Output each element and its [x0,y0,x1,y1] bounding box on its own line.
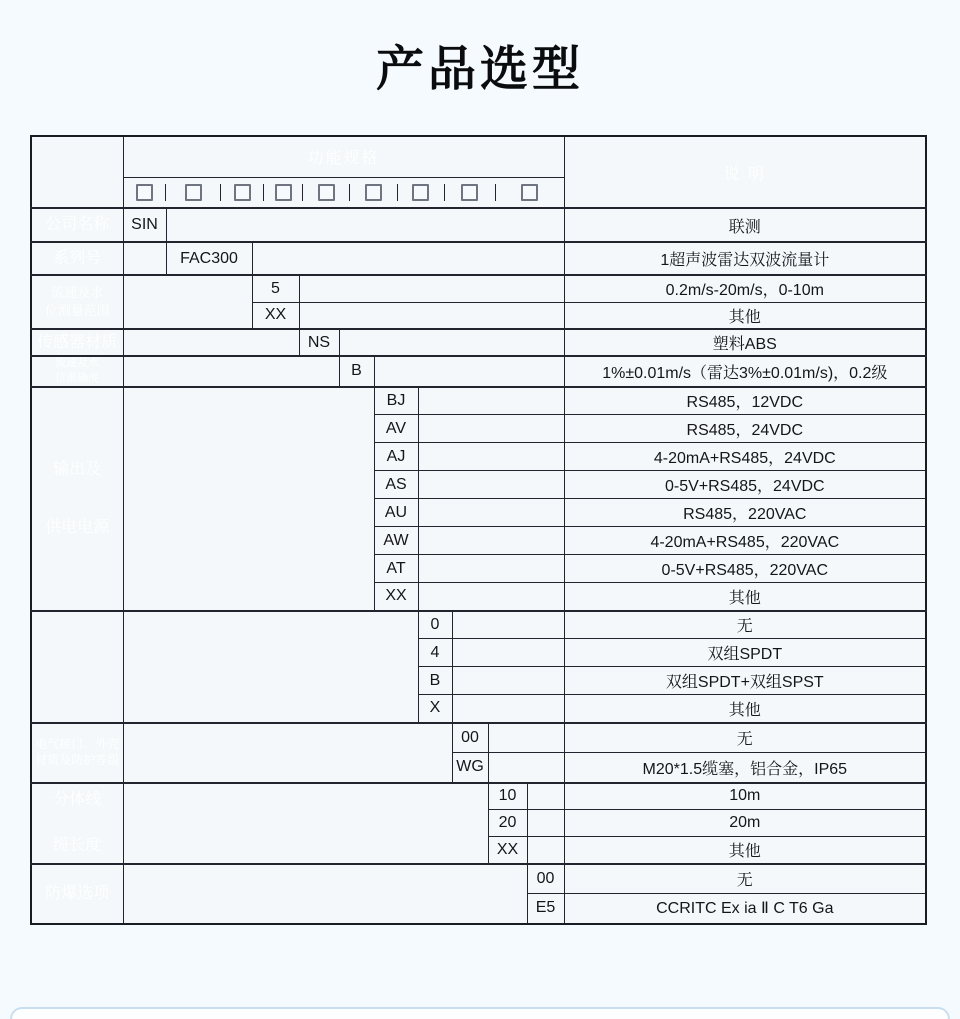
description-cell: 1超声波雷达双波流量计 [564,242,926,275]
checkbox-cell[interactable] [221,184,264,201]
group-label [31,723,123,783]
table-row [31,387,926,415]
checkbox-cell[interactable] [264,184,303,201]
filler-cell [123,723,452,783]
description-cell: 其他 [564,583,926,611]
filler-cell [418,527,564,555]
description-cell: RS485，24VDC [564,415,926,443]
group-label-line: 材质及防护等级 [35,753,120,767]
code-cell: XX [252,302,299,329]
table-row [31,242,926,275]
code-cell: XX [374,583,418,611]
description-cell: 4-20mA+RS485，220VAC [564,527,926,555]
code-cell: AJ [374,443,418,471]
group-label-line: 位测量范围 [44,302,110,318]
filler-cell [374,356,564,387]
group-label-line: 流速及水 [55,357,100,369]
code-cell: WG [452,753,488,783]
code-cell: BJ [374,387,418,415]
description-cell: 其他 [564,695,926,723]
checkbox-row-cell [123,177,564,208]
group-label-line: 缆长度 [53,837,102,854]
group-label [31,387,123,611]
code-cell: XX [488,837,527,864]
filler-cell [527,810,564,837]
checkbox-icon[interactable] [521,184,538,201]
checkbox-icon[interactable] [412,184,429,201]
filler-cell [418,415,564,443]
filler-cell [452,667,564,695]
filler-cell [123,864,527,924]
filler-cell [299,275,564,302]
table-row [31,356,926,387]
description-cell: 无 [564,611,926,639]
filler-cell [123,275,252,329]
description-cell: 10m [564,783,926,810]
description-cell: M20*1.5缆塞，铝合金，IP65 [564,753,926,783]
code-cell: AU [374,499,418,527]
code-cell: AW [374,527,418,555]
checkbox-icon[interactable] [136,184,153,201]
group-label-line: 输出及 [53,460,102,478]
filler-cell [252,242,564,275]
product-selection-table [30,135,927,925]
checkbox-icon[interactable] [461,184,478,201]
group-label [31,783,123,864]
group-label [31,275,123,329]
checkbox-icon[interactable] [318,184,335,201]
checkbox-icon[interactable] [234,184,251,201]
table-row [31,723,926,753]
filler-cell [123,611,418,723]
description-cell: 0-5V+RS485，220VAC [564,555,926,583]
next-section-edge [10,1007,950,1019]
page-title: 产品选型 [375,43,584,96]
code-cell: 00 [527,864,564,894]
code-cell: 0 [418,611,452,639]
description-cell: 无 [564,864,926,894]
filler-cell [418,387,564,415]
description-cell: RS485，12VDC [564,387,926,415]
group-label-line: 供电电源 [45,518,110,536]
description-cell: 无 [564,723,926,753]
filler-cell [452,611,564,639]
description-cell: 双组SPDT+双组SPST [564,667,926,695]
checkbox-cell[interactable] [303,184,350,201]
filler-cell [418,443,564,471]
filler-cell [123,329,299,356]
group-label [31,611,123,723]
code-cell: X [418,695,452,723]
group-label-line: 电气接口、外壳 [35,737,120,751]
table-header-row [31,136,926,177]
filler-cell [418,499,564,527]
group-label-line: 分体线 [53,791,102,808]
filler-cell [488,753,564,783]
group-label [31,864,123,924]
group-label-line: 传感器材质 [37,333,118,351]
filler-cell [452,639,564,667]
filler-cell [123,387,374,611]
filler-cell [418,583,564,611]
group-label-line: 位准确度 [55,371,100,384]
filler-cell [123,356,339,387]
description-cell: RS485，220VAC [564,499,926,527]
code-cell: AV [374,415,418,443]
checkbox-cell[interactable] [445,184,496,201]
description-cell: 塑料ABS [564,329,926,356]
description-cell: 其他 [564,302,926,329]
filler-cell [527,783,564,810]
code-cell: 20 [488,810,527,837]
code-cell: FAC300 [166,242,252,275]
description-cell: 双组SPDT [564,639,926,667]
code-cell: E5 [527,894,564,924]
checkbox-cell[interactable] [350,184,398,201]
checkbox-cell[interactable] [496,184,564,201]
table-row [31,783,926,810]
code-cell: 10 [488,783,527,810]
filler-cell [339,329,564,356]
description-cell: 0-5V+RS485，24VDC [564,471,926,499]
group-label [31,242,123,275]
table-row [31,329,926,356]
checkbox-icon[interactable] [185,184,202,201]
group-label [31,356,123,387]
table-row [31,611,926,639]
description-cell: 1%±0.01m/s（雷达3%±0.01m/s)，0.2级 [564,356,926,387]
filler-cell [452,695,564,723]
description-cell: 0.2m/s-20m/s，0-10m [564,275,926,302]
code-cell: 5 [252,275,299,302]
filler-cell [418,471,564,499]
checkbox-cell[interactable] [398,184,445,201]
group-label [31,329,123,356]
filler-cell [527,837,564,864]
checkbox-icon[interactable] [365,184,382,201]
code-cell: AT [374,555,418,583]
code-cell: SIN [123,208,166,242]
table-row [31,864,926,894]
function-spec-header: 功能规格 [123,136,564,177]
code-cell: B [418,667,452,695]
code-cell: 00 [452,723,488,753]
group-label-line: 公司名称 [45,216,110,233]
filler-cell [299,302,564,329]
checkbox-cell[interactable] [124,184,167,201]
filler-cell [166,208,564,242]
group-label-line: 防爆选项 [45,884,110,902]
group-label-line: 系列号 [53,249,102,267]
checkbox-cell[interactable] [166,184,221,201]
code-cell: NS [299,329,339,356]
code-cell: 4 [418,639,452,667]
filler-cell [488,723,564,753]
checkbox-icon[interactable] [275,184,292,201]
filler-cell [123,783,488,864]
corner-cell [31,136,123,208]
code-cell: AS [374,471,418,499]
table-row [31,208,926,242]
group-label [31,208,123,242]
description-cell: CCRITC Ex ia Ⅱ C T6 Ga [564,894,926,924]
group-label-line: 流速及水 [51,285,104,301]
description-cell: 其他 [564,837,926,864]
code-cell: B [339,356,374,387]
description-cell: 20m [564,810,926,837]
description-cell: 4-20mA+RS485，24VDC [564,443,926,471]
filler-cell [418,555,564,583]
description-cell: 联测 [564,208,926,242]
description-header: 说 明 [564,136,926,208]
filler-cell [123,242,166,275]
table-row [31,275,926,302]
